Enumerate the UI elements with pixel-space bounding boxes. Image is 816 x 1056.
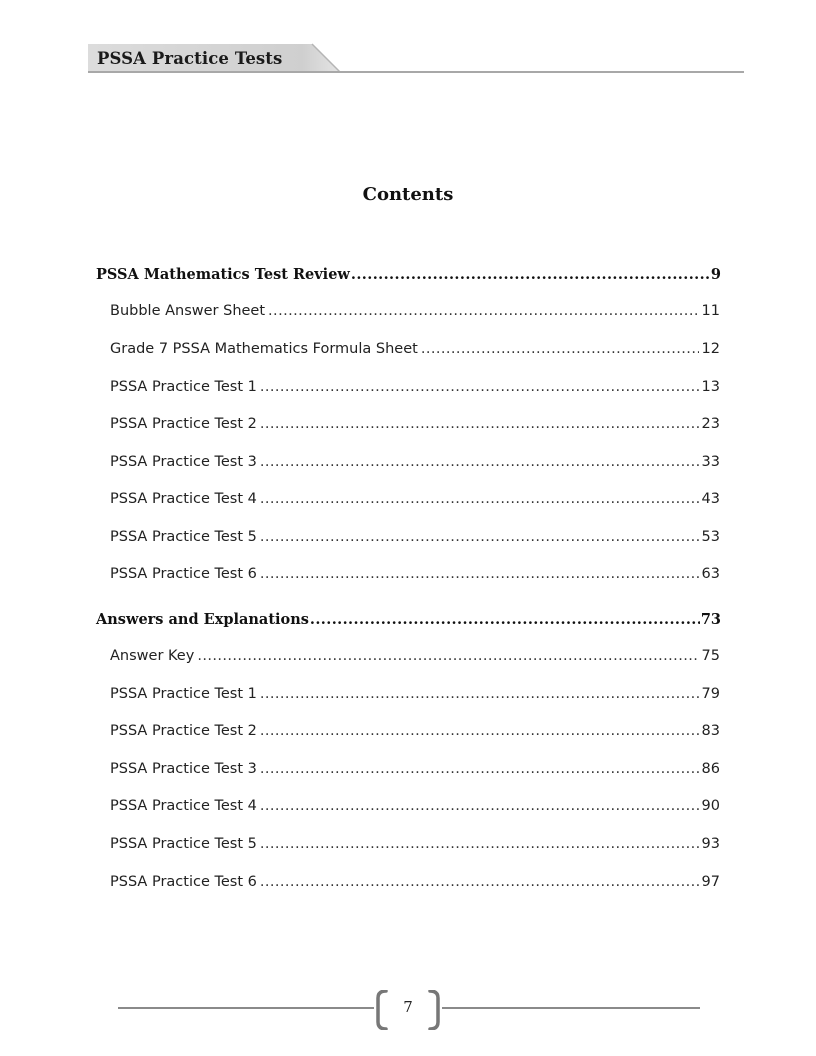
- toc-entry-page: 90: [701, 798, 720, 814]
- toc-entry-label: PSSA Practice Test 6: [110, 566, 257, 582]
- toc-entry: [110, 760, 720, 778]
- footer-rule-left: [118, 1007, 374, 1009]
- toc-entry: [110, 490, 720, 508]
- toc-entry: [110, 647, 720, 665]
- toc-entry-label: PSSA Mathematics Test Review: [96, 266, 350, 283]
- toc-entry: [110, 528, 720, 546]
- toc-entry-page: 73: [700, 611, 721, 628]
- toc-entry: [110, 797, 720, 815]
- page-footer: [118, 988, 700, 1032]
- toc-entry-page: 53: [701, 529, 720, 545]
- toc-entry: [110, 340, 720, 358]
- footer-rule-right: [442, 1007, 700, 1009]
- toc-entry-page: 43: [701, 491, 720, 507]
- toc-entry-page: 79: [701, 686, 720, 702]
- toc-entry-page: 13: [701, 379, 720, 395]
- toc-dot-leader: [260, 415, 699, 433]
- toc-entry-label: Answers and Explanations: [96, 611, 309, 628]
- toc-dot-leader: [197, 647, 698, 665]
- page-number: 7: [403, 998, 413, 1016]
- toc-entry-label: Grade 7 PSSA Mathematics Formula Sheet: [110, 341, 418, 357]
- toc-entry: [110, 453, 720, 471]
- toc-entry-page: 11: [701, 303, 720, 319]
- toc-entry-page: 83: [701, 723, 720, 739]
- running-header: [88, 42, 744, 74]
- toc-dot-leader: [260, 685, 699, 703]
- toc-dot-leader: [260, 797, 699, 815]
- toc-section-entry: [96, 611, 721, 629]
- toc-entry-label: PSSA Practice Test 3: [110, 761, 257, 777]
- toc-entry-page: 63: [701, 566, 720, 582]
- toc-entry-page: 93: [701, 836, 720, 852]
- toc-entry-page: 75: [701, 648, 720, 664]
- toc-entry-page: 9: [710, 266, 721, 283]
- toc-entry-label: PSSA Practice Test 1: [110, 379, 257, 395]
- toc-dot-leader: [260, 722, 699, 740]
- toc-dot-leader: [260, 528, 699, 546]
- toc-entry-page: 86: [701, 761, 720, 777]
- toc-dot-leader: [421, 340, 699, 358]
- toc-dot-leader: [260, 453, 699, 471]
- toc-dot-leader: [260, 835, 699, 853]
- toc-entry-label: Answer Key: [110, 648, 195, 664]
- toc-dot-leader: [260, 873, 699, 891]
- toc-entry-page: 23: [701, 416, 720, 432]
- toc-entry-label: PSSA Practice Test 2: [110, 416, 257, 432]
- toc-entry: [110, 685, 720, 703]
- toc-entry-page: 97: [701, 874, 720, 890]
- toc-entry: [110, 873, 720, 891]
- toc-entry-label: PSSA Practice Test 5: [110, 836, 257, 852]
- toc-entry: [110, 415, 720, 433]
- toc-entry-page: 12: [701, 341, 720, 357]
- toc-entry-label: PSSA Practice Test 5: [110, 529, 257, 545]
- toc-entry-label: PSSA Practice Test 4: [110, 798, 257, 814]
- toc-section-entry: [96, 266, 721, 284]
- toc-entry-label: Bubble Answer Sheet: [110, 303, 266, 319]
- toc-entry-page: 33: [701, 454, 720, 470]
- page-title: Contents: [362, 184, 454, 205]
- toc-dot-leader: [310, 611, 700, 629]
- toc-dot-leader: [351, 266, 710, 284]
- toc-entry-label: PSSA Practice Test 6: [110, 874, 257, 890]
- toc-dot-leader: [260, 760, 699, 778]
- header-title: PSSA Practice Tests: [97, 49, 283, 68]
- toc-entry-label: PSSA Practice Test 3: [110, 454, 257, 470]
- toc-entry-label: PSSA Practice Test 1: [110, 686, 257, 702]
- toc-dot-leader: [260, 565, 699, 583]
- toc-dot-leader: [268, 302, 699, 320]
- toc-dot-leader: [260, 490, 699, 508]
- toc-entry: [110, 722, 720, 740]
- toc-entry: [110, 378, 720, 396]
- toc-entry: [110, 565, 720, 583]
- toc-dot-leader: [260, 378, 699, 396]
- toc-entry-label: PSSA Practice Test 4: [110, 491, 257, 507]
- toc-entry: [110, 835, 720, 853]
- toc-entry: [110, 302, 720, 320]
- toc-entry-label: PSSA Practice Test 2: [110, 723, 257, 739]
